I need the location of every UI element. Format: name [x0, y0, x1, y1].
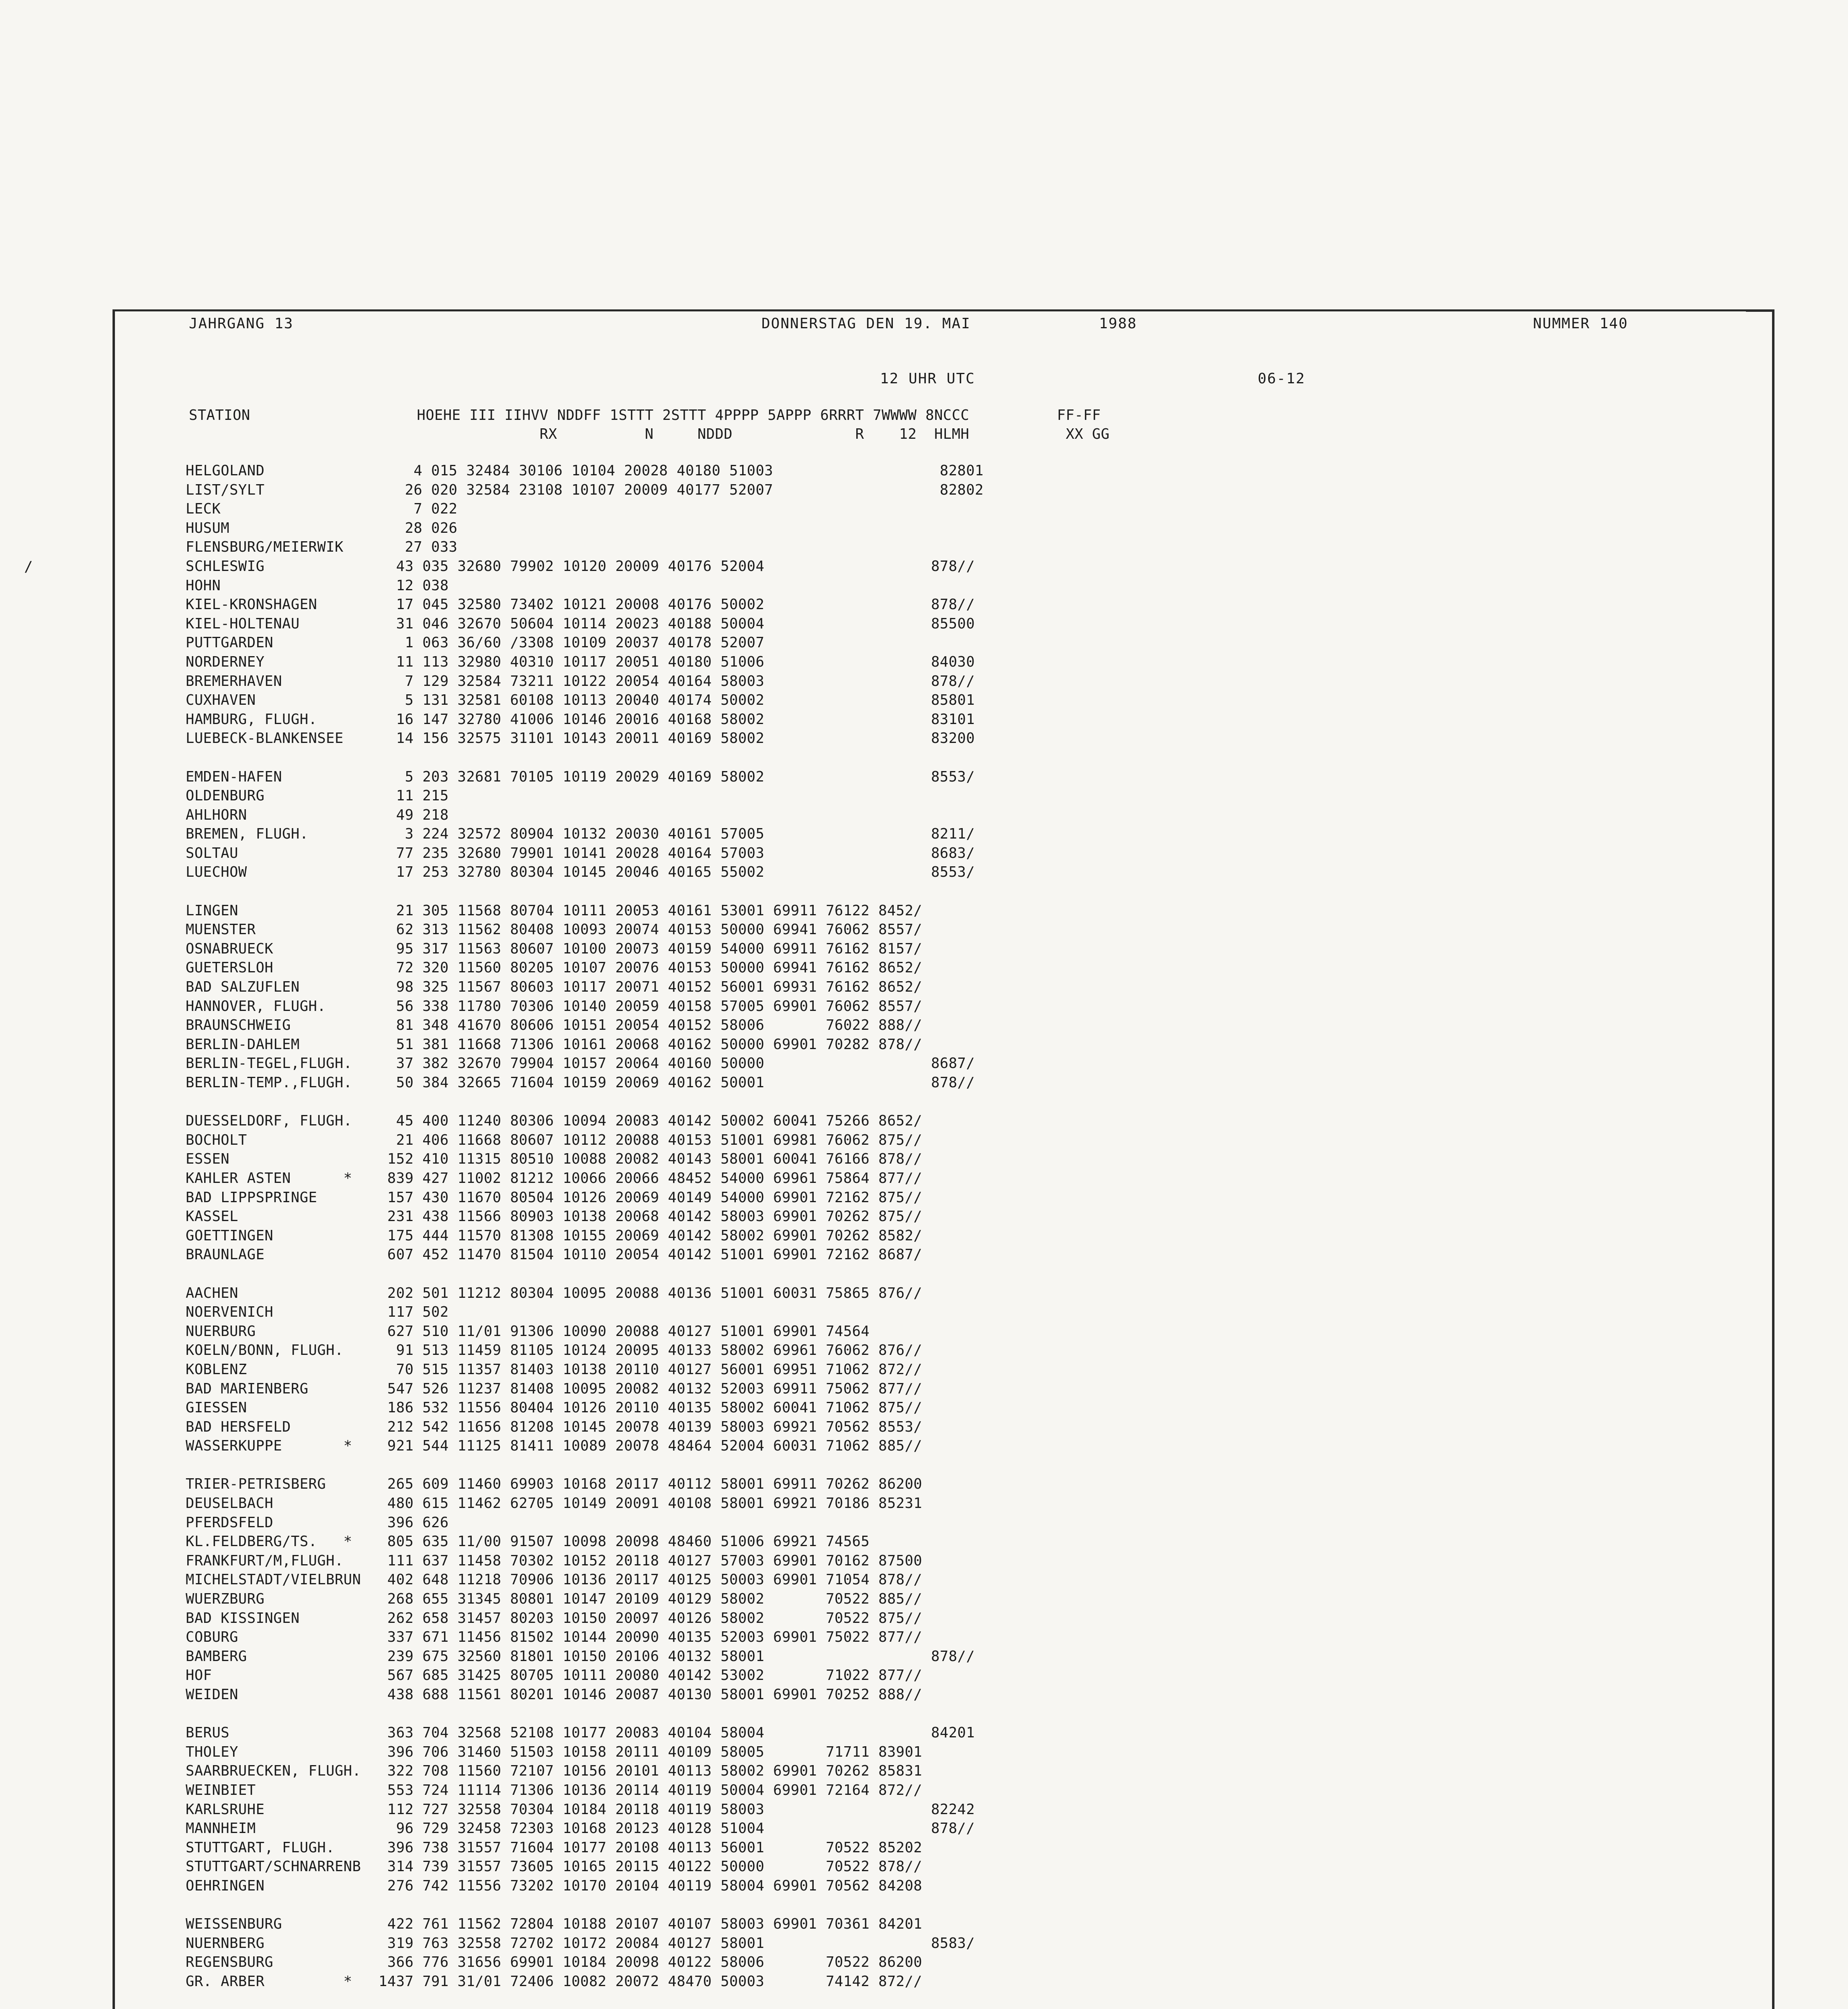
station-row: HOHN 12 038 — [186, 577, 449, 594]
station-row: AHLHORN 49 218 — [186, 806, 449, 823]
station-row: BAD HERSFELD 212 542 11656 81208 10145 20078 40139 58003 69921 70562 8553/ — [186, 1418, 923, 1435]
station-row: GIESSEN 186 532 11556 80404 10126 20110 40135 58002 60041 71062 875// — [186, 1399, 923, 1416]
station-row: BAD KISSINGEN 262 658 31457 80203 10150 20097 40126 58002 70522 875// — [186, 1610, 923, 1626]
station-row: LUECHOW 17 253 32780 80304 10145 20046 40165 55002 8553/ — [186, 864, 975, 881]
group-separator — [186, 1092, 984, 1112]
station-row: HAMBURG, FLUGH. 16 147 32780 41006 10146 20016 40168 58002 83101 — [186, 711, 975, 728]
group-separator — [186, 748, 984, 767]
station-row: AACHEN 202 501 11212 80304 10095 20088 40136 51001 60031 75865 876// — [186, 1285, 923, 1301]
station-row: KL.FELDBERG/TS. * 805 635 11/00 91507 10098 20098 48460 51006 69921 74565 — [186, 1533, 870, 1550]
station-row: WUERZBURG 268 655 31345 80801 10147 20109 40129 58002 70522 885// — [186, 1591, 923, 1608]
station-row: HELGOLAND 4 015 32484 30106 10104 20028 40180 51003 82801 — [186, 462, 984, 479]
station-row: PUTTGARDEN 1 063 36/60 /3308 10109 20037 40178 52007 — [186, 634, 765, 651]
station-row: BREMERHAVEN 7 129 32584 73211 10122 20054 40164 58003 878// — [186, 673, 975, 689]
station-row: OLDENBURG 11 215 — [186, 788, 449, 804]
station-row: LUEBECK-BLANKENSEE 14 156 32575 31101 10143 20011 40169 58002 83200 — [186, 730, 975, 747]
station-row: ESSEN 152 410 11315 80510 10088 20082 40143 58001 60041 76166 878// — [186, 1151, 923, 1168]
station-row: NUERBURG 627 510 11/01 91306 10090 20088 40127 51001 69901 74564 — [186, 1323, 870, 1340]
station-row: NORDERNEY 11 113 32980 40310 10117 20051 40180 51006 84030 — [186, 653, 975, 670]
station-row: BERLIN-TEGEL,FLUGH. 37 382 32670 79904 10157 20064 40160 50000 8687/ — [186, 1055, 975, 1072]
station-row: DUESSELDORF, FLUGH. 45 400 11240 80306 10094 20083 40142 50002 60041 75266 8652/ — [186, 1113, 923, 1129]
station-row: BAMBERG 239 675 32560 81801 10150 20106 40132 58001 878// — [186, 1648, 975, 1665]
margin-mark: / — [24, 559, 33, 575]
station-row: MANNHEIM 96 729 32458 72303 10168 20123 40128 51004 878// — [186, 1820, 975, 1837]
column-header-line2: RX N NDDD R 12 HLMH XX GG — [189, 426, 1110, 442]
issue-number: NUMMER 140 — [1533, 315, 1628, 332]
station-row: BERLIN-DAHLEM 51 381 11668 71306 10161 20068 40162 50000 69901 70282 878// — [186, 1036, 923, 1053]
group-separator — [186, 882, 984, 901]
station-row: HUSUM 28 026 — [186, 520, 458, 536]
station-row: NUERNBERG 319 763 32558 72702 10172 20084 40127 58001 8583/ — [186, 1935, 975, 1952]
year-label: 1988 — [1099, 315, 1137, 332]
group-separator — [186, 1896, 984, 1915]
station-row: KASSEL 231 438 11566 80903 10138 20068 40142 58003 69901 70262 875// — [186, 1208, 923, 1225]
station-row: BRAUNSCHWEIG 81 348 41670 80606 10151 20054 40152 58006 76022 888// — [186, 1017, 923, 1034]
group-separator — [186, 1264, 984, 1284]
station-row: FRANKFURT/M,FLUGH. 111 637 11458 70302 10152 20118 40127 57003 69901 70162 87500 — [186, 1552, 923, 1569]
observation-time: 12 UHR UTC — [880, 370, 975, 387]
station-row: KIEL-KRONSHAGEN 17 045 32580 73402 10121 20008 40176 50002 878// — [186, 596, 975, 613]
station-row: SOLTAU 77 235 32680 79901 10141 20028 40164 57003 8683/ — [186, 845, 975, 861]
station-row: EMDEN-HAFEN 5 203 32681 70105 10119 20029 40169 58002 8553/ — [186, 768, 975, 785]
station-row: KIEL-HOLTENAU 31 046 32670 50604 10114 20023 40188 50004 85500 — [186, 615, 975, 632]
station-row: SCHLESWIG 43 035 32680 79902 10120 20009 40176 52004 878// — [186, 558, 975, 575]
station-row: BRAUNLAGE 607 452 11470 81504 10110 20054 40142 51001 69901 72162 8687/ — [186, 1246, 923, 1263]
station-row: FLENSBURG/MEIERWIK 27 033 — [186, 539, 458, 556]
station-row: WEISSENBURG 422 761 11562 72804 10188 20107 40107 58003 69901 70361 84201 — [186, 1916, 923, 1933]
jahrgang-label: JAHRGANG 13 — [189, 315, 294, 332]
station-row: BAD SALZUFLEN 98 325 11567 80603 10117 20071 40152 56001 69931 76162 8652/ — [186, 979, 923, 996]
station-row: BERLIN-TEMP.,FLUGH. 50 384 32665 71604 10159 20069 40162 50001 878// — [186, 1074, 975, 1091]
station-row: BERUS 363 704 32568 52108 10177 20083 40104 58004 84201 — [186, 1725, 975, 1741]
station-row: NOERVENICH 117 502 — [186, 1304, 449, 1321]
period-label: 06-12 — [1258, 370, 1306, 387]
station-row: WEINBIET 553 724 11114 71306 10136 20114 40119 50004 69901 72164 872// — [186, 1782, 923, 1798]
station-row: LINGEN 21 305 11568 80704 10111 20053 40161 53001 69911 76122 8452/ — [186, 902, 923, 919]
station-row: GOETTINGEN 175 444 11570 81308 10155 20069 40142 58002 69901 70262 8582/ — [186, 1227, 923, 1244]
station-row: DEUSELBACH 480 615 11462 62705 10149 20091 40108 58001 69921 70186 85231 — [186, 1495, 923, 1512]
station-row: OSNABRUECK 95 317 11563 80607 10100 20073 40159 54000 69911 76162 8157/ — [186, 940, 923, 957]
station-row: CUXHAVEN 5 131 32581 60108 10113 20040 40174 50002 85801 — [186, 692, 975, 709]
station-row: THOLEY 396 706 31460 51503 10158 20111 40109 58005 71711 83901 — [186, 1743, 923, 1760]
station-row: BAD LIPPSPRINGE 157 430 11670 80504 10126 20069 40149 54000 69901 72162 875// — [186, 1189, 923, 1206]
group-separator — [186, 1704, 984, 1724]
station-row: WASSERKUPPE * 921 544 11125 81411 10089 20078 48464 52004 60031 71062 885// — [186, 1438, 923, 1455]
station-row: GR. ARBER * 1437 791 31/01 72406 10082 20072 48470 50003 74142 872// — [186, 1973, 923, 1990]
station-row: OEHRINGEN 276 742 11556 73202 10170 20104 40119 58004 69901 70562 84208 — [186, 1877, 923, 1894]
group-separator — [186, 1456, 984, 1475]
right-edge-bracket — [1746, 309, 1774, 2009]
station-row: MUENSTER 62 313 11562 80408 10093 20074 40153 50000 69941 76062 8557/ — [186, 921, 923, 938]
station-row: BOCHOLT 21 406 11668 80607 10112 20088 40153 51001 69981 76062 875// — [186, 1131, 923, 1148]
station-row: GUETERSLOH 72 320 11560 80205 10107 20076 40153 50000 69941 76162 8652/ — [186, 959, 923, 976]
station-row: LIST/SYLT 26 020 32584 23108 10107 20009 40177 52007 82802 — [186, 481, 984, 498]
station-row: STUTTGART, FLUGH. 396 738 31557 71604 10177 20108 40113 56001 70522 85202 — [186, 1839, 923, 1856]
station-row: MICHELSTADT/VIELBRUN 402 648 11218 70906 10136 20117 40125 50003 69901 71054 878// — [186, 1571, 923, 1588]
station-row: TRIER-PETRISBERG 265 609 11460 69903 10168 20117 40112 58001 69911 70262 86200 — [186, 1476, 923, 1493]
station-row: KOELN/BONN, FLUGH. 91 513 11459 81105 10124 20095 40133 58002 69961 76062 876// — [186, 1342, 923, 1359]
station-row: HANNOVER, FLUGH. 56 338 11780 70306 10140 20059 40158 57005 69901 76062 8557/ — [186, 998, 923, 1015]
station-row: KOBLENZ 70 515 11357 81403 10138 20110 40127 56001 69951 71062 872// — [186, 1361, 923, 1378]
date-label: DONNERSTAG DEN 19. MAI — [761, 315, 971, 332]
station-table — [186, 461, 984, 2009]
station-row: SAARBRUECKEN, FLUGH. 322 708 11560 72107 10156 20101 40113 58002 69901 70262 85831 — [186, 1763, 923, 1780]
station-row: COBURG 337 671 11456 81502 10144 20090 40135 52003 69901 75022 877// — [186, 1629, 923, 1646]
station-row: KARLSRUHE 112 727 32558 70304 10184 20118 40119 58003 82242 — [186, 1801, 975, 1818]
station-row: WEIDEN 438 688 11561 80201 10146 20087 40130 58001 69901 70252 888// — [186, 1686, 923, 1703]
station-row: BAD MARIENBERG 547 526 11237 81408 10095 20082 40132 52003 69911 75062 877// — [186, 1380, 923, 1397]
group-separator — [186, 1991, 984, 2009]
station-row: HOF 567 685 31425 80705 10111 20080 40142 53002 71022 877// — [186, 1667, 923, 1684]
station-row: BREMEN, FLUGH. 3 224 32572 80904 10132 20030 40161 57005 8211/ — [186, 826, 975, 843]
station-row: STUTTGART/SCHNARRENB 314 739 31557 73605 10165 20115 40122 50000 70522 878// — [186, 1858, 923, 1875]
station-row: PFERDSFELD 396 626 — [186, 1514, 449, 1531]
station-row: REGENSBURG 366 776 31656 69901 10184 20098 40122 58006 70522 86200 — [186, 1954, 923, 1971]
station-row: LECK 7 022 — [186, 501, 458, 518]
column-header-line1: STATION HOEHE III IIHVV NDDFF 1STTT 2STTT 4PPPP 5APPP 6RRRT 7WWWW 8NCCC FF-FF — [189, 407, 1101, 423]
station-row: KAHLER ASTEN * 839 427 11002 81212 10066 20066 48452 54000 69961 75864 877// — [186, 1170, 923, 1187]
